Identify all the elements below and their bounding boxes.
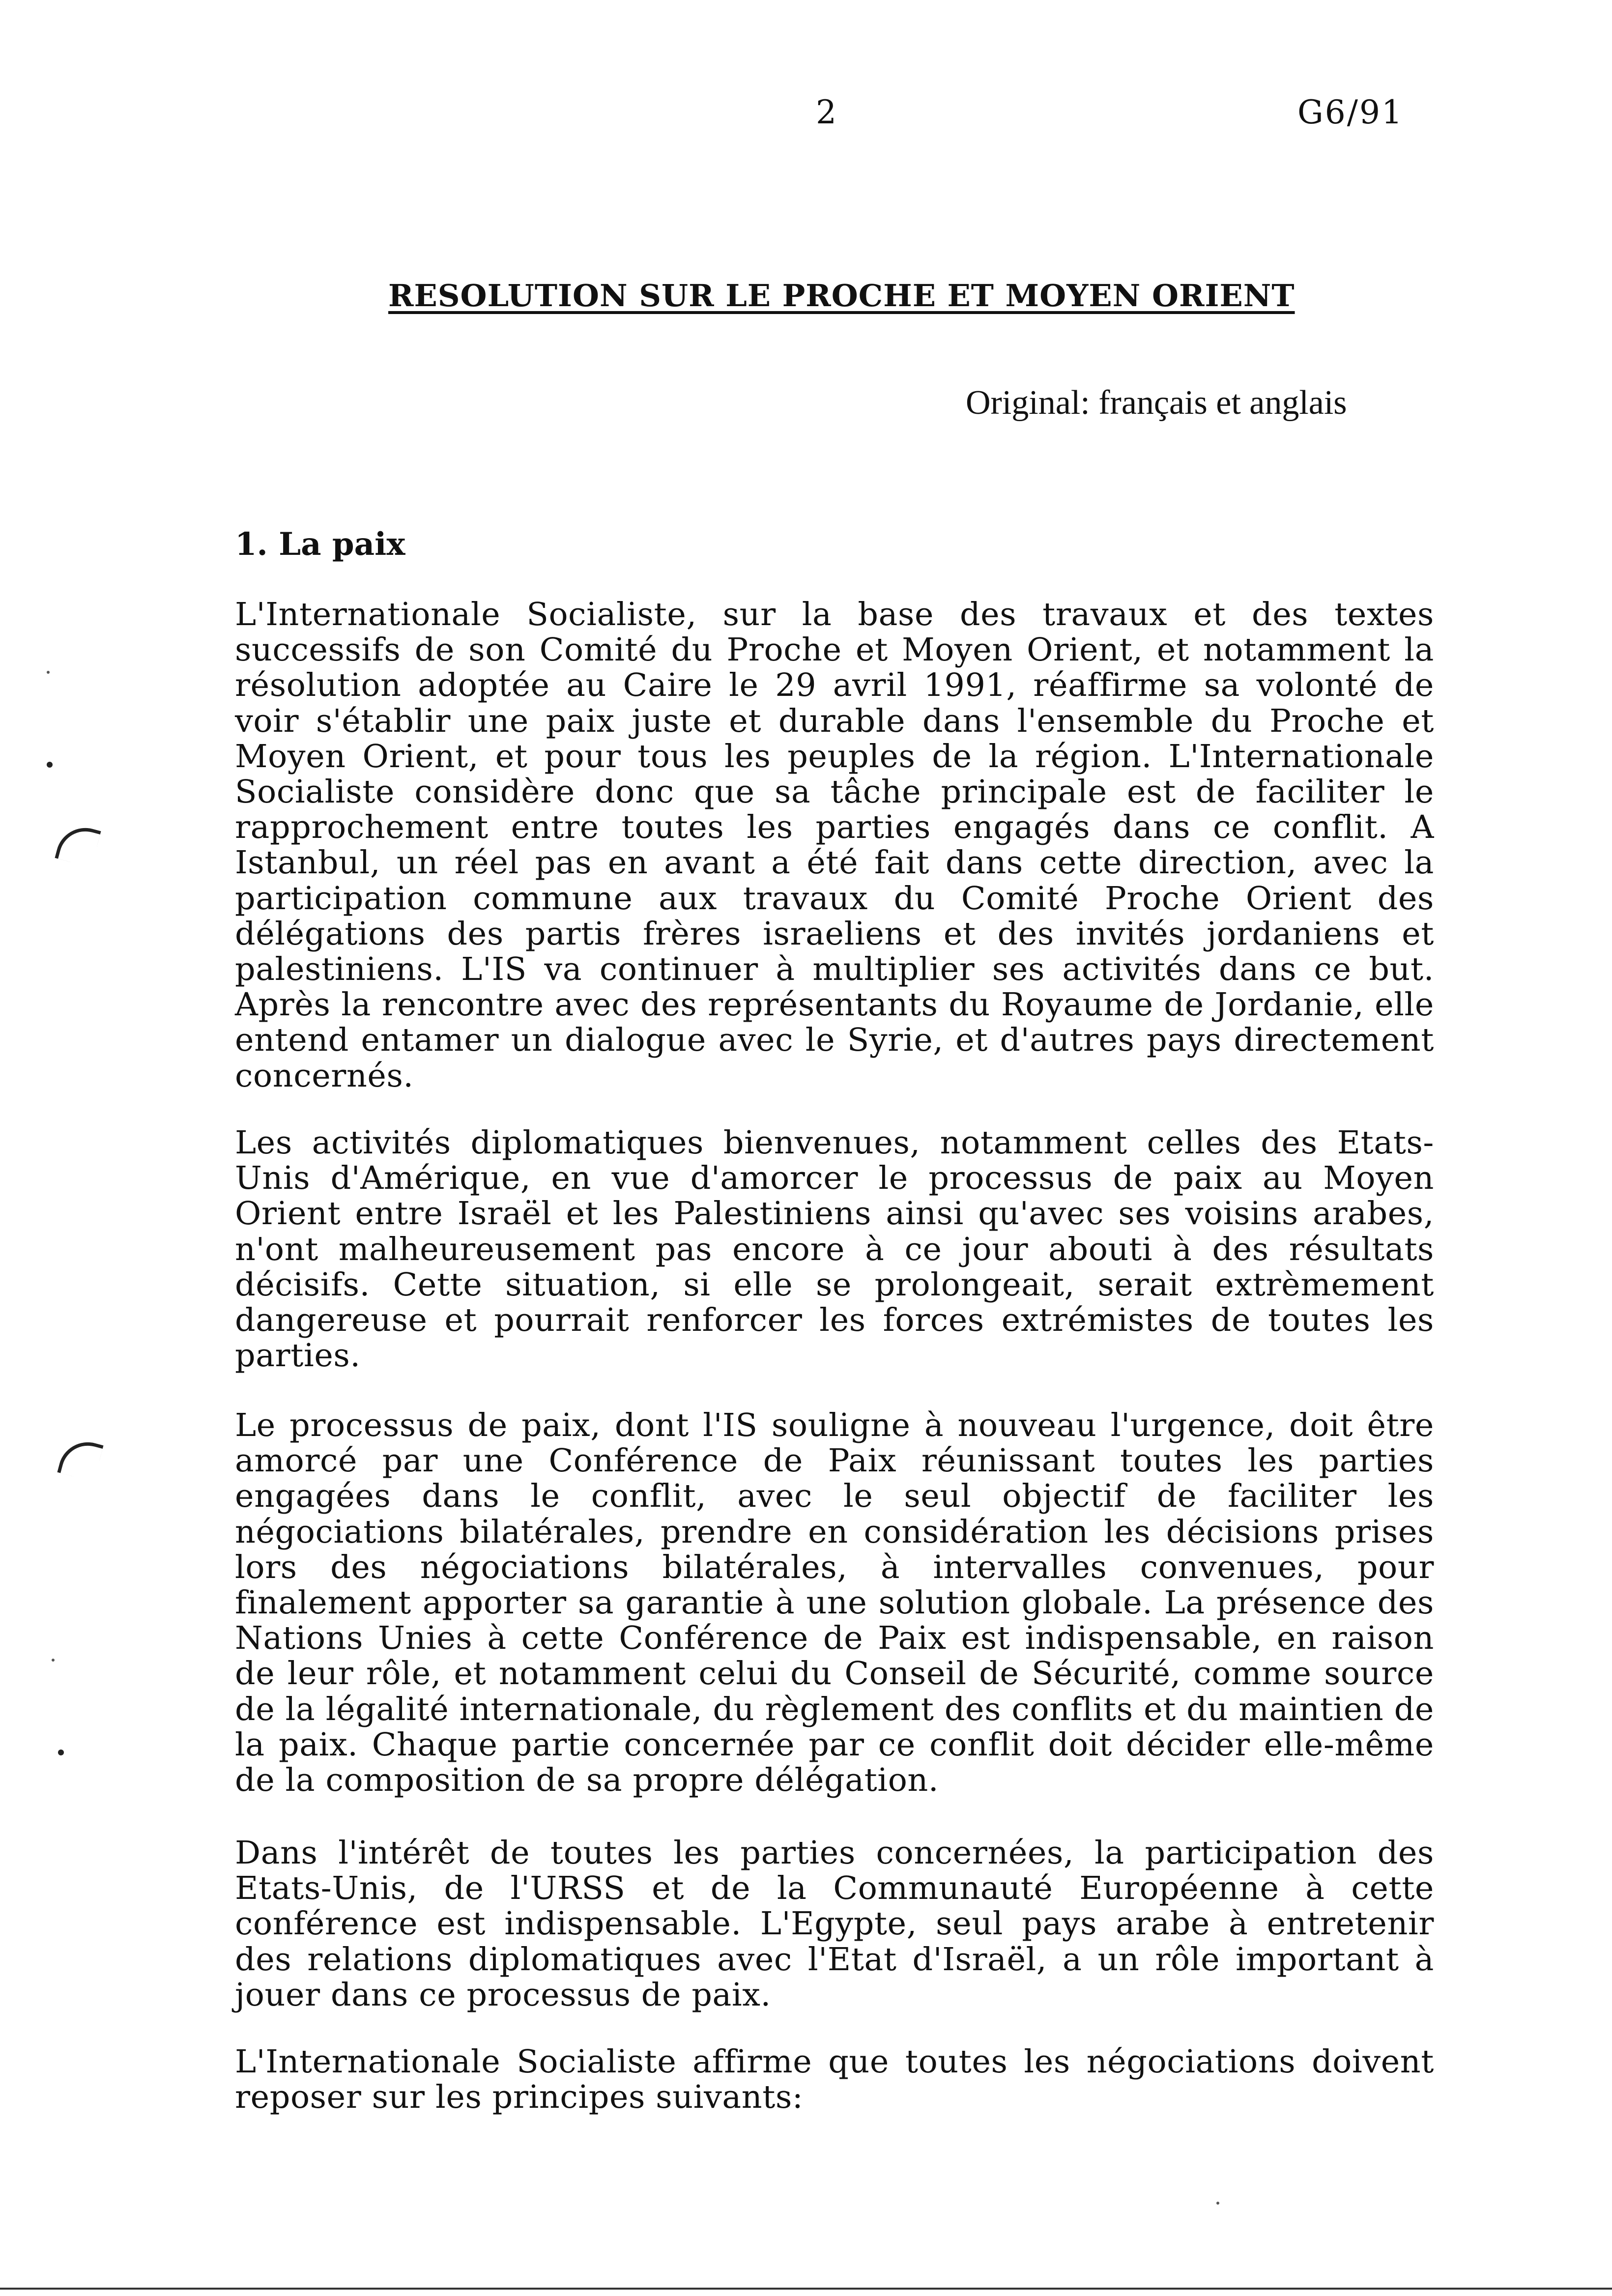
hole-punch-mark-lower [57,1435,103,1482]
document-reference: G6/91 [1297,93,1404,131]
scan-dot-lower [58,1750,64,1755]
paragraph-4: Dans l'intérêt de toutes les parties concernées, la participation des Etats-Unis, de l'URSS et de la Communauté Européenne à cette conférence est indispensable. L'Egypte, seul pays arabe à entretenir des relations diplomatiques avec l'Etat d'Israël, a un rôle important à jouer dans ce processus de paix. [235,1835,1434,2013]
scan-speck-1 [47,671,50,674]
hole-punch-mark-upper [55,821,101,867]
paragraph-1: L'Internationale Socialiste, sur la base des travaux et des textes successifs de son Comité du Proche et Moyen Orient, et notamment la résolution adoptée au Caire le 29 avril 1991, réaffirme sa volonté de voir s'établir une paix juste et durable dans l'ensemble du Proche et Moyen Orient, et pour tous les peuples de la région. L'Internationale Socialiste considère donc que sa tâche principale est de faciliter le rapprochement entre toutes les parties engagés dans ce conflit. A Istanbul, un réel pas en avant a été fait dans cette direction, avec la participation commune aux travaux du Comité Proche Orient des délégations des partis frères israeliens et des invités jordaniens et palestiniens. L'IS va continuer à multiplier ses activités dans ce but. Après la rencontre avec des représentants du Royaume de Jordanie, elle entend entamer un dialogue avec le Syrie, et d'autres pays directement concernés. [235,596,1434,1094]
scan-dot-upper [47,762,53,768]
resolution-title: RESOLUTION SUR LE PROCHE ET MOYEN ORIENT [388,278,1295,314]
paragraph-5: L'Internationale Socialiste affirme que toutes les négociations doivent reposer sur les principes suivants: [235,2043,1434,2116]
scan-speck-3 [1216,2202,1219,2205]
scan-edge-line [0,2288,1612,2290]
section-heading: 1. La paix [235,526,405,563]
paragraph-3: Le processus de paix, dont l'IS souligne à nouveau l'urgence, doit être amorcé par une Conférence de Paix réunissant toutes les parties engagées dans le conflit, avec le seul objectif de faciliter les négociations bilatérales, prendre en considération les décisions prises lors des négociations bilatérales, à intervalles convenues, pour finalement apporter sa garantie à une solution globale. La présence des Nations Unies à cette Conférence de Paix est indispensable, en raison de leur rôle, et notamment celui du Conseil de Sécurité, comme source de la légalité internationale, du règlement des conflits et du maintien de la paix. Chaque partie concernée par ce conflit doit décider elle-même de la composition de sa propre délégation. [235,1407,1434,1799]
paragraph-2: Les activités diplomatiques bienvenues, notamment celles des Etats-Unis d'Amérique, en vue d'amorcer le processus de paix au Moyen Orient entre Israël et les Palestiniens ainsi qu'avec ses voisins arabes, n'ont malheureusement pas encore à ce jour abouti à des résultats décisifs. Cette situation, si elle se prolongeait, serait extrèmement dangereuse et pourrait renforcer les forces extrémistes de toutes les parties. [235,1124,1434,1375]
scan-speck-2 [52,1659,55,1662]
original-language-note: Original: français et anglais [966,384,1347,422]
page-number: 2 [816,93,837,131]
